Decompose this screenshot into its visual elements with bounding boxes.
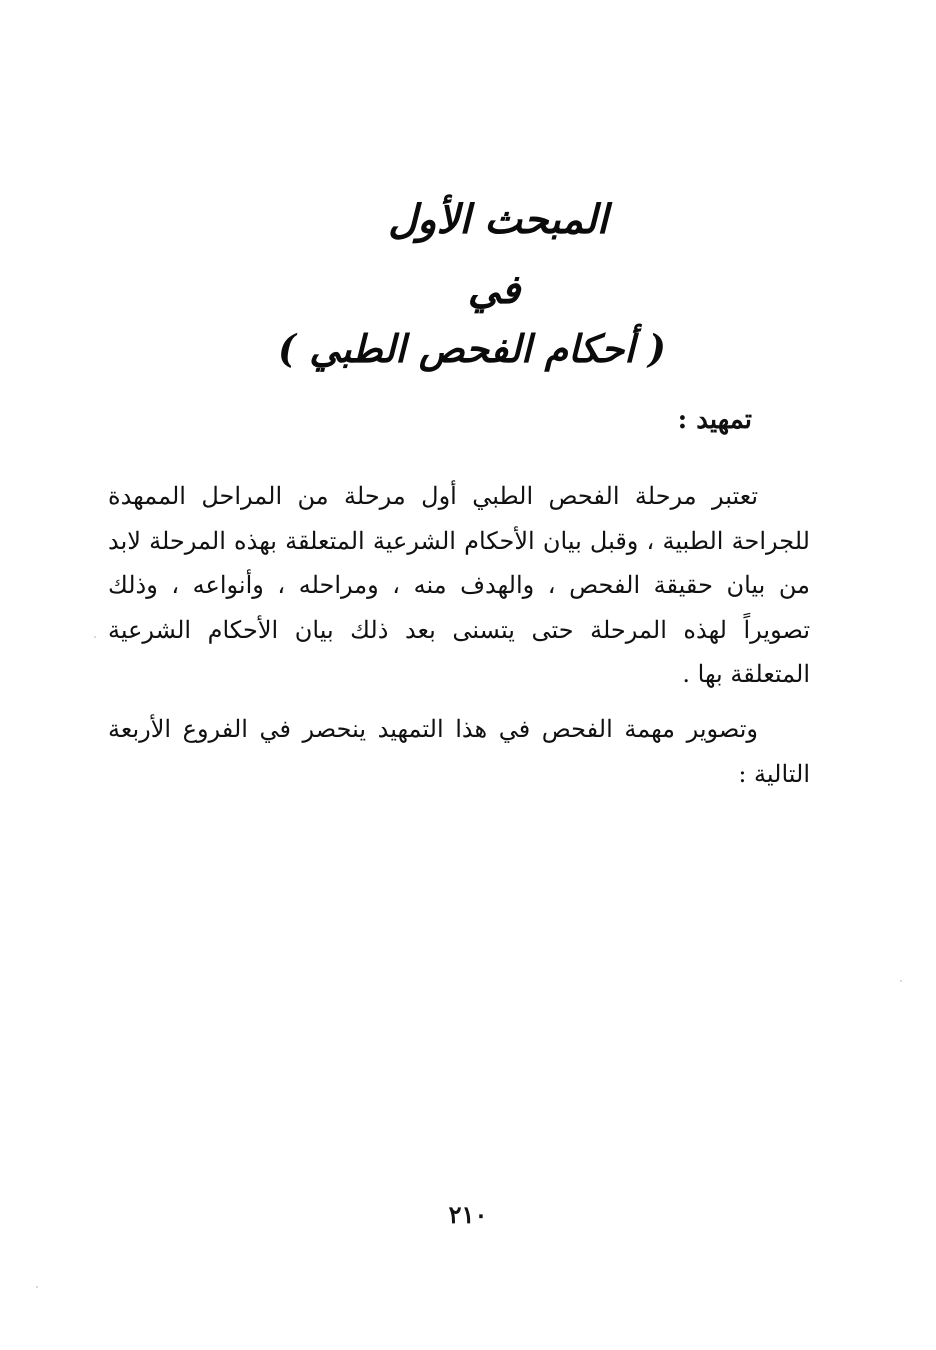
scan-speck — [94, 636, 96, 638]
page-number: ٢١٠ — [448, 1200, 488, 1229]
intro-heading: تمهيد : — [677, 405, 752, 435]
section-title: المبحث الأول — [388, 196, 608, 243]
paragraph-text: تعتبر مرحلة الفحص الطبي أول مرحلة من المراحل الممهدة للجراحة الطبية ، وقبل بيان الأحكام الشرعية المتعلقة بهذه المرحلة لابد من بيان حقيقة الفحص ، والهدف منه ، ومراحله ، وأنواعه ، وذلك تصويراً لهذه المرحلة حتى يتسنى بعد ذلك بيان الأحكام الشرعية المتعلقة بها . — [108, 482, 810, 688]
section-title-connector: في — [467, 266, 521, 313]
scan-speck — [36, 1286, 38, 1288]
body-paragraph — [108, 707, 810, 796]
paragraph-text: وتصوير مهمة الفحص في هذا التمهيد ينحصر في الفروع الأربعة التالية : — [108, 715, 810, 788]
section-subtitle: ( أحكام الفحص الطبي ) — [278, 326, 666, 371]
scan-speck — [900, 980, 902, 982]
body-paragraph — [108, 474, 810, 697]
